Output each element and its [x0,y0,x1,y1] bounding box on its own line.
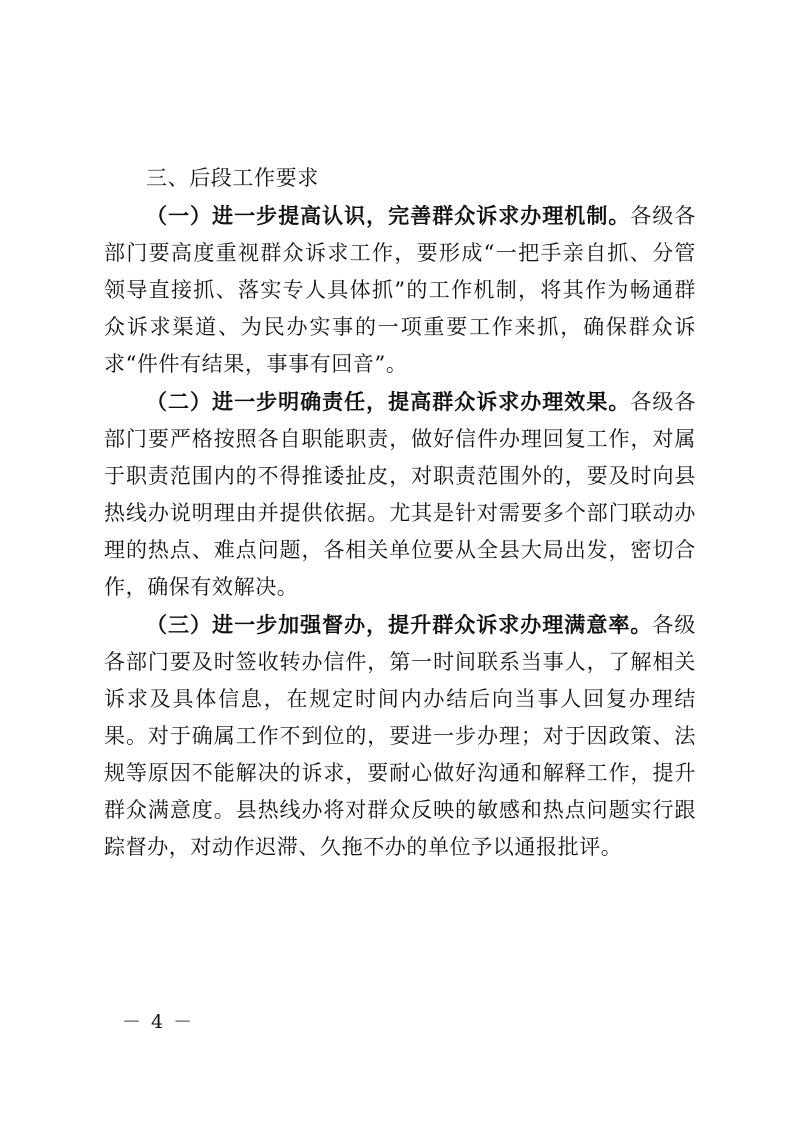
paragraph-3-lead: （三）进一步加强督办，提升群众诉求办理满意率。 [146,612,653,637]
paragraph-3 [104,606,696,866]
paragraph-2-lead: （二）进一步明确责任，提高群众诉求办理效果。 [146,389,631,414]
paragraph-2 [104,383,696,606]
page-number: － 4 － [122,1011,195,1033]
paragraph-2-body: 各级各部门要严格按照各自职能职责，做好信件办理回复工作，对属于职责范围内的不得推诿扯皮，对职责范围外的，要及时向县热线办说明理由并提供依据。尤其是针对需要多个部门联动办理的热点、难点问题，各相关单位要从全县大局出发，密切合作，确保有效解决。 [104,390,696,599]
paragraph-1-lead: （一）进一步提高认识，完善群众诉求办理机制。 [146,203,631,228]
paragraph-1 [104,197,696,383]
document-body [104,160,696,866]
paragraph-1-body: 各级各部门要高度重视群众诉求工作，要形成“一把手亲自抓、分管领导直接抓、落实专人具体抓”的工作机制，将其作为畅通群众诉求渠道、为民办实事的一项重要工作来抓，确保群众诉求“件件有结果，事事有回音”。 [104,204,696,376]
section-heading: 三、后段工作要求 [146,166,319,190]
paragraph-3-body: 各级各部门要及时签收转办信件，第一时间联系当事人，了解相关诉求及具体信息，在规定时间内办结后向当事人回复办理结果。对于确属工作不到位的，要进一步办理；对于因政策、法规等原因不能解决的诉求，要耐心做好沟通和解释工作，提升群众满意度。县热线办将对群众反映的敏感和热点问题实行跟踪督办，对动作迟滞、久拖不办的单位予以通报批评。 [104,613,696,859]
